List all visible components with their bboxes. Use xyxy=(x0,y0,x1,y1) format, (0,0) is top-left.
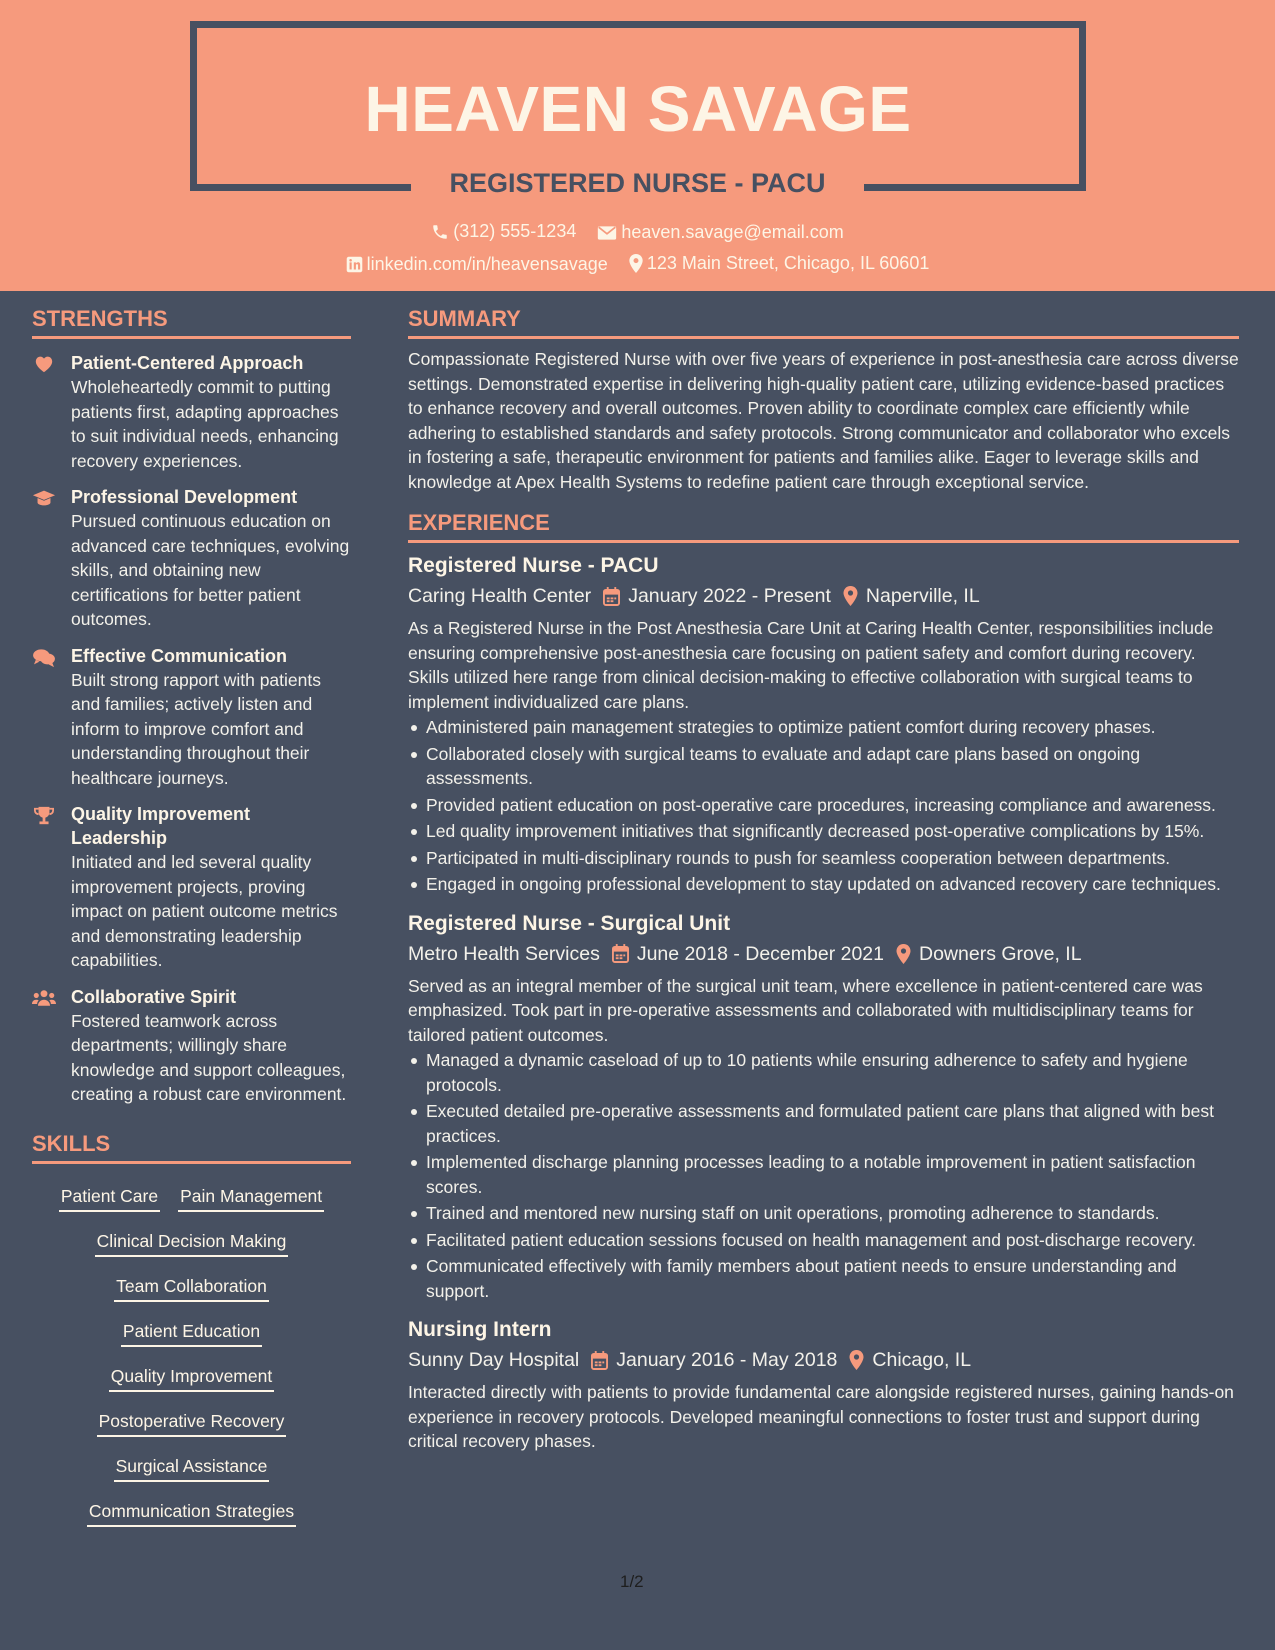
bullet-item: Participated in multi-disciplinary rounds to push for seamless cooperation between departments. xyxy=(408,846,1239,871)
job-dates-text: January 2022 - Present xyxy=(628,585,831,607)
email-contact[interactable] xyxy=(597,222,843,243)
left-column xyxy=(32,291,351,1534)
linkedin-icon xyxy=(346,256,363,273)
job-entry xyxy=(408,551,1239,897)
bullet-item: Facilitated patient education sessions focused on health management and post-discharge recovery. xyxy=(408,1228,1239,1253)
phone-icon xyxy=(431,223,449,241)
bullet-item: Managed a dynamic caseload of up to 10 patients while ensuring adherence to safety and hygiene protocols. xyxy=(408,1048,1239,1097)
graduation-cap-icon xyxy=(32,489,56,512)
job-location xyxy=(843,581,980,611)
skills-section xyxy=(32,1131,351,1534)
job-title: Nursing Intern xyxy=(408,1318,552,1341)
skill-tag: Clinical Decision Making xyxy=(95,1225,289,1257)
strength-item xyxy=(32,644,351,791)
bullet-item: Trained and mentored new nursing staff on unit operations, promoting adherence to standards. xyxy=(408,1201,1239,1226)
strength-title: Effective Communication xyxy=(71,645,288,666)
envelope-icon xyxy=(597,225,617,241)
bullet-item: Implemented discharge planning processes leading to a notable improvement in patient satisfaction scores. xyxy=(408,1150,1239,1199)
page-number: 1/2 xyxy=(620,1572,644,1591)
job-location-text: Naperville, IL xyxy=(865,585,980,607)
strength-description: Fostered teamwork across departments; willingly share knowledge and support colleagues, creating a robust care environment. xyxy=(71,1010,347,1104)
bullet-item: Provided patient education on post-operative care procedures, increasing compliance and awareness. xyxy=(408,793,1239,818)
job-dates-text: June 2018 - December 2021 xyxy=(636,942,884,965)
map-pin-icon xyxy=(629,254,643,273)
strength-item xyxy=(32,802,351,973)
skill-tag: Postoperative Recovery xyxy=(97,1405,287,1437)
strength-item xyxy=(32,485,351,632)
contact-row xyxy=(0,253,1275,278)
job-location-text: Downers Grove, IL xyxy=(919,942,1082,965)
company-name: Sunny Day Hospital xyxy=(408,1349,580,1371)
job-description: As a Registered Nurse in the Post Anesthesia Care Unit at Caring Health Center, responsibilities include ensuring comprehensive post-anesthesia care focusing on patient safety and comfort during recovery. Skills utilized here range from clinical decision-making to effective collaboration with surgical teams to implement individualized care plans. xyxy=(408,618,1214,712)
job-description: Served as an integral member of the surgical unit team, where excellence in patient-centered care was emphasized. Took part in pre-operative assessments and collaborated with multidisciplinary teams for tailored patient outcomes. xyxy=(408,975,1203,1045)
bullet-item: Collaborated closely with surgical teams to evaluate and adapt care plans based on ongoing assessments. xyxy=(408,742,1239,791)
job-meta xyxy=(408,939,1239,969)
skill-tag: Pain Management xyxy=(178,1180,324,1212)
strength-description: Built strong rapport with patients and families; actively listen and inform to improve comfort and understanding throughout their healthcare journeys. xyxy=(71,669,321,788)
heart-icon xyxy=(32,355,56,378)
job-entry xyxy=(408,1315,1239,1454)
comments-icon xyxy=(32,648,56,673)
linkedin-contact[interactable] xyxy=(346,254,608,275)
skill-tag: Quality Improvement xyxy=(109,1360,274,1392)
job-description: Interacted directly with patients to provide fundamental care alongside registered nurses, gaining hands-on experience in recovery protocols. Developed meaningful connections to foster trust and support during critical recovery phases. xyxy=(408,1382,1234,1451)
right-column xyxy=(408,291,1239,1454)
strength-title: Quality Improvement Leadership xyxy=(71,804,251,848)
calendar-icon xyxy=(603,587,620,606)
job-title: Registered Nurse - Surgical Unit xyxy=(408,911,731,935)
job-location-text: Chicago, IL xyxy=(872,1349,972,1371)
company-name: Caring Health Center xyxy=(408,585,592,607)
strength-title: Patient-Centered Approach xyxy=(71,353,304,373)
strength-item xyxy=(32,351,351,473)
bullet-item: Executed detailed pre-operative assessments and formulated patient care plans that aligned with best practices. xyxy=(408,1099,1239,1148)
job-location xyxy=(896,939,1082,969)
skill-list xyxy=(32,1174,351,1534)
contact-row xyxy=(0,221,1275,246)
strength-description: Pursued continuous education on advanced care techniques, evolving skills, and obtaining new certifications for better patient outcomes. xyxy=(71,511,350,629)
bullet-item: Communicated effectively with family members about patient needs to ensure understanding and support. xyxy=(408,1254,1239,1303)
job-bullets xyxy=(408,1048,1239,1303)
summary-text: Compassionate Registered Nurse with over five years of experience in post-anesthesia care across diverse settings. Demonstrated expertise in delivering high-quality patient care, utilizing evidence-based practices to enhance recovery and overall outcomes. Proven ability to coordinate complex care efficiently while adhering to established standards and safety protocols. Strong communicator and collaborator who excels in fostering a safe, therapeutic environment for patients and families alike. Eager to leverage skills and knowledge at Apex Health Systems to redefine patient care through exceptional service. xyxy=(408,349,1239,492)
map-pin-icon xyxy=(896,944,911,964)
map-pin-icon xyxy=(843,586,858,606)
trophy-icon xyxy=(32,806,56,831)
company-name: Metro Health Services xyxy=(408,942,600,965)
job-location xyxy=(849,1345,971,1375)
skill-tag: Patient Education xyxy=(121,1315,262,1347)
job-bullets xyxy=(408,715,1239,897)
phone-text: (312) 555-1234 xyxy=(453,221,577,241)
bullet-item: Led quality improvement initiatives that significantly decreased post-operative complications by 15%. xyxy=(408,819,1239,844)
address-text: 123 Main Street, Chicago, IL 60601 xyxy=(646,253,930,273)
strength-item xyxy=(32,985,351,1107)
resume-header xyxy=(0,0,1275,291)
skill-tag: Communication Strategies xyxy=(87,1495,296,1527)
job-role-title: REGISTERED NURSE - PACU xyxy=(411,160,863,206)
strength-title: Collaborative Spirit xyxy=(71,986,237,1007)
address-contact xyxy=(629,253,930,274)
job-meta xyxy=(408,581,1239,611)
calendar-icon xyxy=(612,944,629,963)
bullet-item: Engaged in ongoing professional development to stay updated on advanced recovery care techniques. xyxy=(408,872,1239,897)
bullet-item: Administered pain management strategies to optimize patient comfort during recovery phases. xyxy=(408,715,1239,740)
calendar-icon xyxy=(591,1351,608,1370)
job-meta xyxy=(408,1345,1239,1375)
users-icon xyxy=(32,989,56,1012)
experience-heading: EXPERIENCE xyxy=(408,510,1239,543)
skill-tag: Team Collaboration xyxy=(114,1270,269,1302)
strength-title: Professional Development xyxy=(71,487,298,507)
candidate-name: HEAVEN SAVAGE xyxy=(364,73,912,145)
skills-heading: SKILLS xyxy=(32,1131,351,1164)
strengths-heading: STRENGTHS xyxy=(32,306,351,339)
map-pin-icon xyxy=(849,1350,864,1370)
job-title: Registered Nurse - PACU xyxy=(408,554,659,577)
job-dates xyxy=(591,1345,837,1375)
job-dates xyxy=(612,939,884,969)
experience-section xyxy=(408,510,1239,1454)
skill-tag: Patient Care xyxy=(59,1180,160,1212)
skill-tag: Surgical Assistance xyxy=(114,1450,270,1482)
phone-contact[interactable] xyxy=(431,221,576,242)
strength-description: Initiated and led several quality improvement projects, proving impact on patient outcome metrics and demonstrating leadership capabilities. xyxy=(71,852,338,970)
job-entry xyxy=(408,909,1239,1304)
linkedin-text: linkedin.com/in/heavensavage xyxy=(366,254,608,274)
job-dates-text: January 2016 - May 2018 xyxy=(616,1349,838,1371)
job-dates xyxy=(603,581,831,611)
email-text: heaven.savage@email.com xyxy=(621,222,844,242)
strength-description: Wholeheartedly commit to putting patients first, adapting approaches to suit individual needs, enhancing recovery experiences. xyxy=(71,377,339,471)
summary-heading: SUMMARY xyxy=(408,306,1239,339)
summary-section xyxy=(408,306,1239,494)
